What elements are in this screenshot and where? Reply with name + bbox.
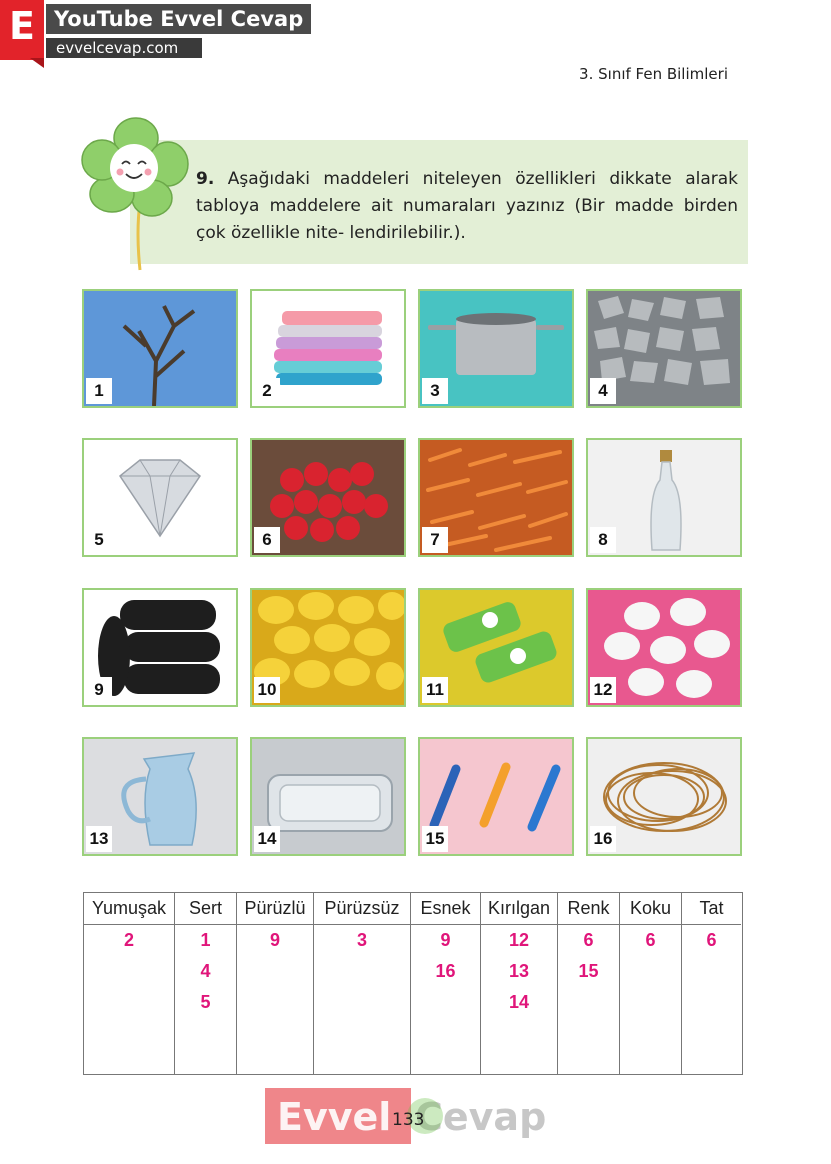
- image-number: 10: [254, 677, 280, 703]
- image-number: 4: [590, 378, 616, 404]
- header-kirilgan: Kırılgan: [481, 893, 558, 925]
- answer-value[interactable]: 15: [578, 961, 599, 981]
- header-sert: Sert: [175, 893, 237, 925]
- brand-logo-icon: E: [0, 0, 44, 60]
- image-cell: [82, 289, 238, 408]
- column-puruzsuz: [314, 925, 411, 1074]
- column-kirilgan: [481, 925, 558, 1074]
- answer-value[interactable]: 3: [356, 930, 367, 950]
- answer-value[interactable]: 6: [706, 930, 717, 950]
- question-number: 9.: [196, 169, 215, 189]
- answer-value[interactable]: 9: [440, 930, 451, 950]
- header-esnek: Esnek: [411, 893, 481, 925]
- answer-value[interactable]: 14: [508, 992, 530, 1012]
- header-puruzlu: Pürüzlü: [237, 893, 314, 925]
- image-cell: [250, 438, 406, 557]
- image-number: 1: [86, 378, 112, 404]
- column-sert: [175, 925, 237, 1074]
- answer-value[interactable]: 16: [435, 961, 456, 981]
- answer-value[interactable]: 6: [583, 930, 594, 950]
- image-cell: [418, 737, 574, 856]
- image-number: 13: [86, 826, 112, 852]
- header-tat: Tat: [682, 893, 741, 925]
- svg-text:Cevap: Cevap: [415, 1095, 547, 1139]
- image-number: 5: [86, 527, 112, 553]
- image-number: 16: [590, 826, 616, 852]
- image-cell: [250, 737, 406, 856]
- image-cell: [586, 737, 742, 856]
- question-text: [196, 166, 738, 247]
- book-header: 3. Sınıf Fen Bilimleri: [579, 65, 728, 83]
- image-cell: [418, 289, 574, 408]
- column-renk: [558, 925, 620, 1074]
- answer-value[interactable]: 1: [200, 930, 211, 950]
- image-cell: [418, 438, 574, 557]
- answer-value[interactable]: 5: [200, 992, 211, 1012]
- image-number: 9: [86, 677, 112, 703]
- answer-value[interactable]: 6: [645, 930, 656, 950]
- column-yumusak: [84, 925, 175, 1074]
- image-cell: [586, 438, 742, 557]
- column-koku: [620, 925, 682, 1074]
- image-cell: [586, 289, 742, 408]
- properties-table: [83, 892, 743, 1075]
- image-cell: [250, 289, 406, 408]
- image-number: 8: [590, 527, 616, 553]
- image-number: 14: [254, 826, 280, 852]
- svg-text:Evvel: Evvel: [277, 1095, 392, 1139]
- image-cell: [82, 737, 238, 856]
- image-number: 2: [254, 378, 280, 404]
- image-number: 7: [422, 527, 448, 553]
- header-yumusak: Yumuşak: [84, 893, 175, 925]
- site-url[interactable]: evvelcevap.com: [46, 38, 202, 58]
- answer-value[interactable]: 2: [123, 930, 134, 950]
- image-number: 6: [254, 527, 280, 553]
- answer-value[interactable]: 13: [508, 961, 530, 981]
- flower-mascot-icon: [78, 112, 190, 272]
- channel-title[interactable]: YouTube Evvel Cevap: [46, 4, 311, 34]
- image-number: 11: [422, 677, 448, 703]
- column-esnek: [411, 925, 481, 1074]
- column-puruzlu: [237, 925, 314, 1074]
- image-cell: [586, 588, 742, 707]
- column-tat: [682, 925, 741, 1074]
- answer-value[interactable]: 9: [269, 930, 280, 950]
- question-body: Aşağıdaki maddeleri niteleyen özellikleri dikkate alarak tabloya maddelere ait numaraları yazınız (Bir madde birden çok özellikle nite- lendirilebilir.).: [196, 169, 738, 243]
- image-cell: [250, 588, 406, 707]
- header-puruzsuz: Pürüzsüz: [314, 893, 411, 925]
- image-cell: [418, 588, 574, 707]
- image-cell: [82, 438, 238, 557]
- image-cell: [82, 588, 238, 707]
- image-number: 15: [422, 826, 448, 852]
- image-number: 3: [422, 378, 448, 404]
- header-renk: Renk: [558, 893, 620, 925]
- page-number: 133: [392, 1110, 425, 1130]
- answer-value[interactable]: 12: [508, 930, 530, 950]
- answer-value[interactable]: 4: [200, 961, 211, 981]
- header-koku: Koku: [620, 893, 682, 925]
- image-number: 12: [590, 677, 616, 703]
